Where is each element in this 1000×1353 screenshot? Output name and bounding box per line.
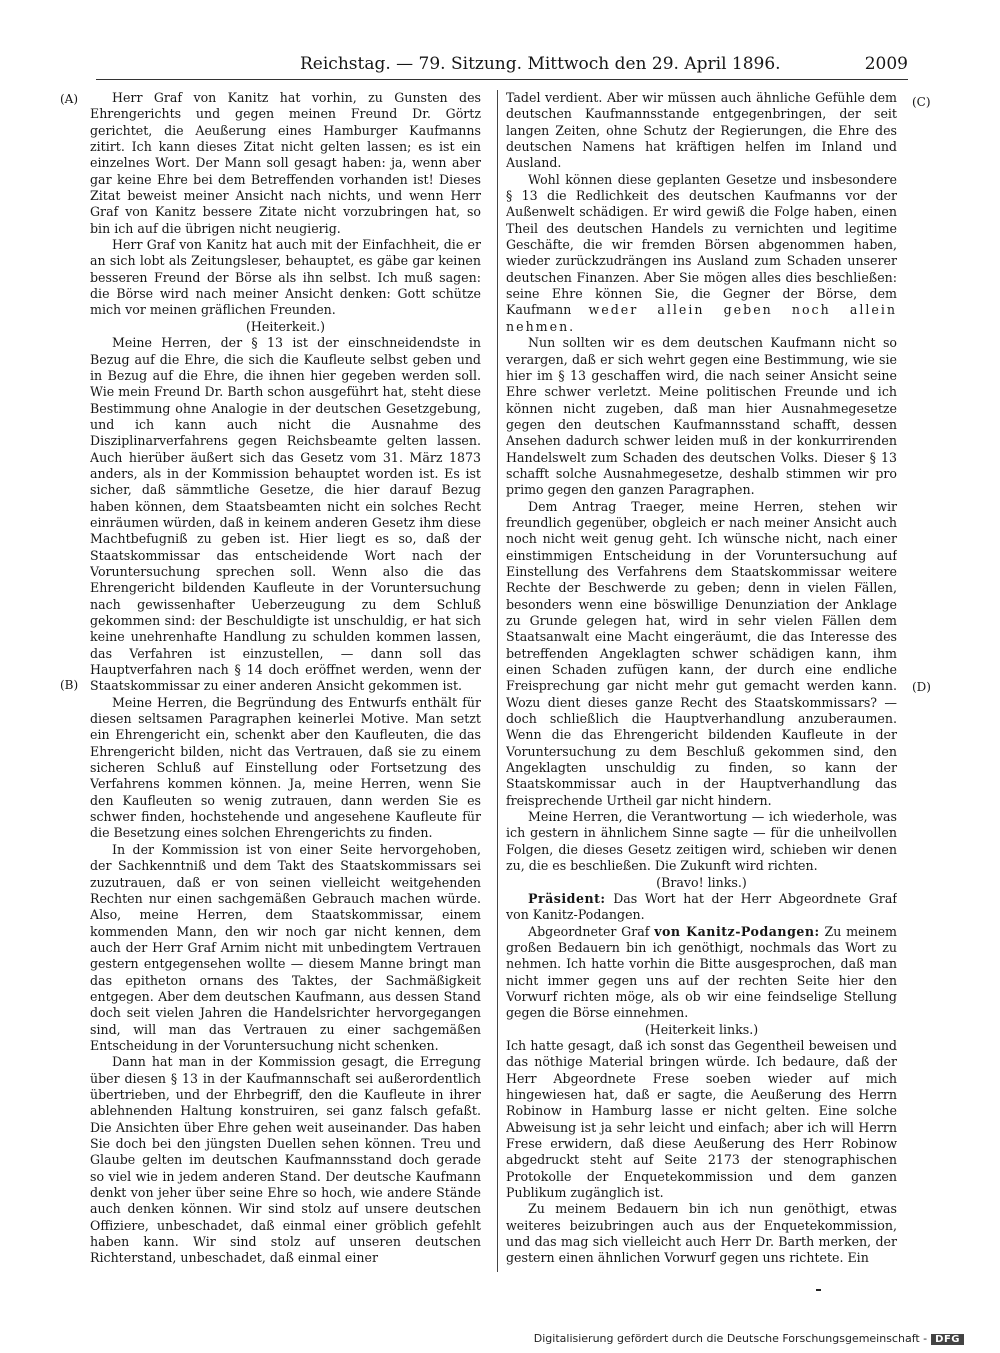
spaced-text: weder allein geben noch allein nehmen. xyxy=(506,302,897,334)
page-header xyxy=(0,54,1000,76)
footer-text: Digitalisierung gefördert durch die Deutsche Forschungsgemeinschaft - xyxy=(533,1332,928,1345)
paragraph: Herr Graf von Kanitz hat vorhin, zu Gunsten des Ehrengerichts und gegen meinen Freund Dr. Görtz gerichtet, die Aeußerung eines Hamburger Kaufmanns zitirt. Ich kann dieses Zitat nicht gelten lassen; es ist ein einzelnes Wort. Der Mann soll gesagt haben: ja, wenn aber gar keine Ehre bei dem Betreffenden vorhanden ist! Dieses Zitat beweist meiner Ansicht nach nichts, und wenn Herr Graf von Kanitz bessere Zitate nicht vorzubringen hat, so bin ich auf die übrigen nicht neugierig. xyxy=(90,90,481,236)
paragraph-text: Wohl können diese geplanten Gesetze und insbesondere § 13 die Redlichkeit des deutschen Kaufmanns vor der Außenwelt schädigen. Er wird gewiß die Folge haben, einen Theil des deutschen Handels zu vernichten und legitime Geschäfte, die wir fremden Börsen abgenommen haben, wieder zurückzudrängen ins Ausland zum Schaden unserer deutschen Finanzen. Aber Sie mögen alles dies beschließen: seine Ehre können Sie, die Gegner der Börse, dem Kaufmann xyxy=(506,171,897,318)
speaker-name: von Kanitz-Podangen: xyxy=(654,923,820,939)
paragraph: Ich hatte gesagt, daß ich sonst das Gegentheil beweisen und das nöthige Material bringen würde. Ich bedaure, daß der Herr Abgeordnete Frese soeben wieder auf mich hingewiesen hat, daß er sagte, die Aeußerung des Herrn Robinow in Hamburg lasse er nicht gelten. Eine solche Abweisung ist ja sehr leicht und einfach; aber ich will Herrn Frese erwidern, daß diese Aeußerung des Herr Robinow abgedruckt steht auf Seite 2173 der stenographischen Protokolle der Enquetekommission und dem ganzen Publikum zugänglich ist. xyxy=(506,1037,897,1201)
paragraph: Tadel verdient. Aber wir müssen auch ähnliche Gefühle dem deutschen Kaufmannsstande entgegenbringen, der seit langen Zeiten, ohne Schutz der Regierungen, die Ehre des deutschen Namens hat kräftigen helfen im Inland und Ausland. xyxy=(506,90,897,171)
paragraph xyxy=(506,172,897,335)
left-column xyxy=(90,90,481,1280)
column-separator xyxy=(497,90,498,1272)
running-title: Reichstag. — 79. Sitzung. Mittwoch den 29. April 1896. xyxy=(300,54,781,74)
dfg-logo: DFG xyxy=(931,1334,964,1345)
interjection: (Bravo! links.) xyxy=(656,874,747,890)
paragraph: Meine Herren, der § 13 ist der einschneidendste in Bezug auf die Ehre, die sich die Kaufleute selbst geben und in Bezug auf die Ehre, die ihnen hier gegeben werden soll. Wie mein Freund Dr. Barth schon ausgeführt hat, steht diese Bestimmung ohne Analogie in der deutschen Gesetzgebung, und ich kann auch nicht die Ausnahme des Disziplinarverfahrens gegen Reichsbeamte gelten lassen. Auch hierüber äußert sich das Gesetz vom 31. März 1873 anders, als in der Kommission behauptet worden ist. Es ist sicher, daß sämmtliche Gesetze, die hier darauf Bezug haben können, dem Staatsbeamten nicht ein solches Recht einräumen würden, daß in keinem anderen Gesetz ihm diese Machtbefugniß zu geben ist. Hier liegt es so, daß der Staatskommissar das entscheidende Wort nach der Voruntersuchung sprechen soll. Wenn also die das Ehrengericht bildenden Kaufleute in der Voruntersuchung nach gewissenhafter Ueberzeugung zu dem Schluß gekommen sind: der Beschuldigte ist unschuldig, er hat sich keine unehrenhafte Handlung zu schulden kommen lassen, das Verfahren ist einzustellen, — dann soll das Hauptverfahren nach § 14 doch eröffnet werden, wenn der Staatskommissar zu einer anderen Ansicht gekommen ist. xyxy=(90,335,481,694)
paragraph: Meine Herren, die Begründung des Entwurfs enthält für diesen seltsamen Paragraphen keinerlei Motive. Man setzt ein Ehrengericht ein, schenkt aber den Kaufleuten, die das Ehrengericht bilden, nicht das Vertrauen, daß sie zu einem sicheren Schluß auf Einstellung oder Fortsetzung des Verfahrens kommen können. Ja, meine Herren, wenn Sie den Kaufleuten so wenig zutrauen, dann werden Sie es schwer finden, hochstehende und angesehene Kaufleute für die Besetzung eines solchen Ehrengerichts zu finden. xyxy=(90,694,481,841)
paragraph: Dann hat man in der Kommission gesagt, die Erregung über diesen § 13 in der Kaufmannschaft sei außerordentlich übertrieben, und der Ehrbegriff, den die Kaufleute in ihrer ablehnenden Haltung konstruiren, sei ganz falsch gefaßt. Die Ansichten über Ehre gehen weit auseinander. Das haben Sie doch bei den jüngsten Duellen sehen können. Treu und Glaube gelten im deutschen Kaufmannsstand doch gerade so viel wie in jedem anderen Stand. Der deutsche Kaufmann denkt von jeher über seine Ehre so hoch, wie andere Stände auch denken können. Wir sind stolz auf unsere deutschen Offiziere, unbeschadet, daß einmal einer gröblich gefehlt haben kann. Wir sind stolz auf unseren deutschen Richterstand, unbeschadet, daß einmal einer xyxy=(90,1054,481,1266)
page-number: 2009 xyxy=(864,54,908,74)
president-label: Präsident: xyxy=(528,890,606,906)
margin-mark-a: (A) xyxy=(60,92,79,106)
paragraph: Herr Graf von Kanitz hat auch mit der Einfachheit, die er an sich lobt als Zeitungsleser, behauptet, es gäbe gar keinen besseren Freund der Börse als ihn selbst. Ich muß sagen: die Börse wird nach meiner Ansicht denken: Gott schütze mich vor meinen gräflichen Freunden. xyxy=(90,237,481,318)
paragraph: Meine Herren, die Verantwortung — ich wiederhole, was ich gestern in ähnlichem Sinne sagte — für die unheilvollen Folgen, die dieses Gesetz zeitigen wird, schieben wir denen zu, die es beschließen. Die Zukunft wird richten. xyxy=(506,809,897,874)
paragraph: Zu meinem Bedauern bin ich nun genöthigt, etwas weiteres beizubringen auch aus der Enquetekommission, und das mag sich vielleicht auch Herr Dr. Barth merken, der gestern einen ähnlichen Vorwurf gegen uns richtete. Ein xyxy=(506,1201,897,1266)
footer-credit xyxy=(534,1332,964,1345)
president-text: Das Wort hat der Herr Abgeordnete Graf von Kanitz-Podangen. xyxy=(506,890,897,923)
header-rule xyxy=(96,79,908,80)
margin-mark-d: (D) xyxy=(912,680,931,694)
right-column xyxy=(506,90,897,1280)
speaker-text: Zu meinem großen Bedauern bin ich genöthigt, nochmals das Wort zu nehmen. Ich hatte vorhin die Bitte ausgesprochen, daß man nicht immer gegen uns auf der rechten Seite hier den Vorwurf richten möge, als ob wir eine feindselige Stellung gegen die Börse einnehmen. xyxy=(506,923,897,1021)
paragraph: In der Kommission ist von einer Seite hervorgehoben, der Sachkenntniß und dem Takt des Staatskommissars sei zuzutrauen, daß er von seinen vielleicht weitgehenden Rechten nur einen sachgemäßen Gebrauch machen würde. Also, meine Herren, dem Staatskommissar, einem kommenden Mann, den wir noch gar nicht kennen, dem auch der Herr Graf Arnim nicht mit unbedingtem Vertrauen gestern entgegensehen wollte — diesem Manne bringt man das epitheton ornans des Taktes, der Sachmäßigkeit entgegen. Aber dem deutschen Kaufmann, aus dessen Stand doch seit vielen Jahren die Handelsrichter hervorgegangen sind, will man das Vertrauen zu einer sachgemäßen Entscheidung in der Voruntersuchung nicht schenken. xyxy=(90,841,481,1053)
paragraph: Dem Antrag Traeger, meine Herren, stehen wir freundlich gegenüber, obgleich er nach meiner Ansicht auch noch nicht weit genug geht. Ich wünsche nicht, nach einer einstimmigen Entscheidung in der Voruntersuchung auf Einstellung des Verfahrens dem Staatskommissar weitere Rechte der Beschwerde zu geben; denn in vielen Fällen, besonders wenn eine böswillige Denunziation der Anklage zu Grunde gelegen hat, wird in sehr vielen Fällen dem Staatsanwalt eine Macht eingeräumt, die das Interesse des betreffenden Angeklagten schwer schädigen kann, ihm einen Schaden zufügen kann, der durch eine endliche Freisprechung gar nicht mehr gut gemacht werden kann. Wozu dient dieses ganze Recht des Staatskommissars? — doch schließlich die Hauptverhandlung anzuberaumen. Wenn die das Ehrengericht bildenden Kaufleute in der Voruntersuchung zu dem Beschluß gekommen sind, den Angeklagten unschuldig zu finden, so kann der Staatskommissar auch in der Hauptverhandlung das freisprechende Urtheil gar nicht hindern. xyxy=(506,498,897,808)
interjection: (Heiterkeit.) xyxy=(246,318,325,334)
president-speech xyxy=(506,891,897,924)
interjection: (Heiterkeit links.) xyxy=(644,1021,759,1037)
speaker-prefix: Abgeordneter Graf xyxy=(528,923,650,939)
margin-mark-b: (B) xyxy=(60,678,79,692)
margin-mark-c: (C) xyxy=(912,95,931,109)
speaker-speech xyxy=(506,924,897,1022)
stray-mark xyxy=(816,1289,821,1291)
paragraph: Nun sollten wir es dem deutschen Kaufmann nicht so verargen, daß er sich wehrt gegen eine Bestimmung, wie sie hier im § 13 geschaffen wird, die nach seiner Ansicht seine Ehre schwer verletzt. Meine politischen Freunde und ich können nicht zugeben, daß man hier Ausnahmegesetze gegen den deutschen Kaufmannsstand schafft, dessen Ansehen dadurch schwer leiden muß in der konkurrirenden Handelswelt zum Schaden des deutschen Volks. Dieser § 13 schafft solche Ausnahmegesetze, deshalb stimmen wir pro primo gegen den ganzen Paragraphen. xyxy=(506,335,897,498)
